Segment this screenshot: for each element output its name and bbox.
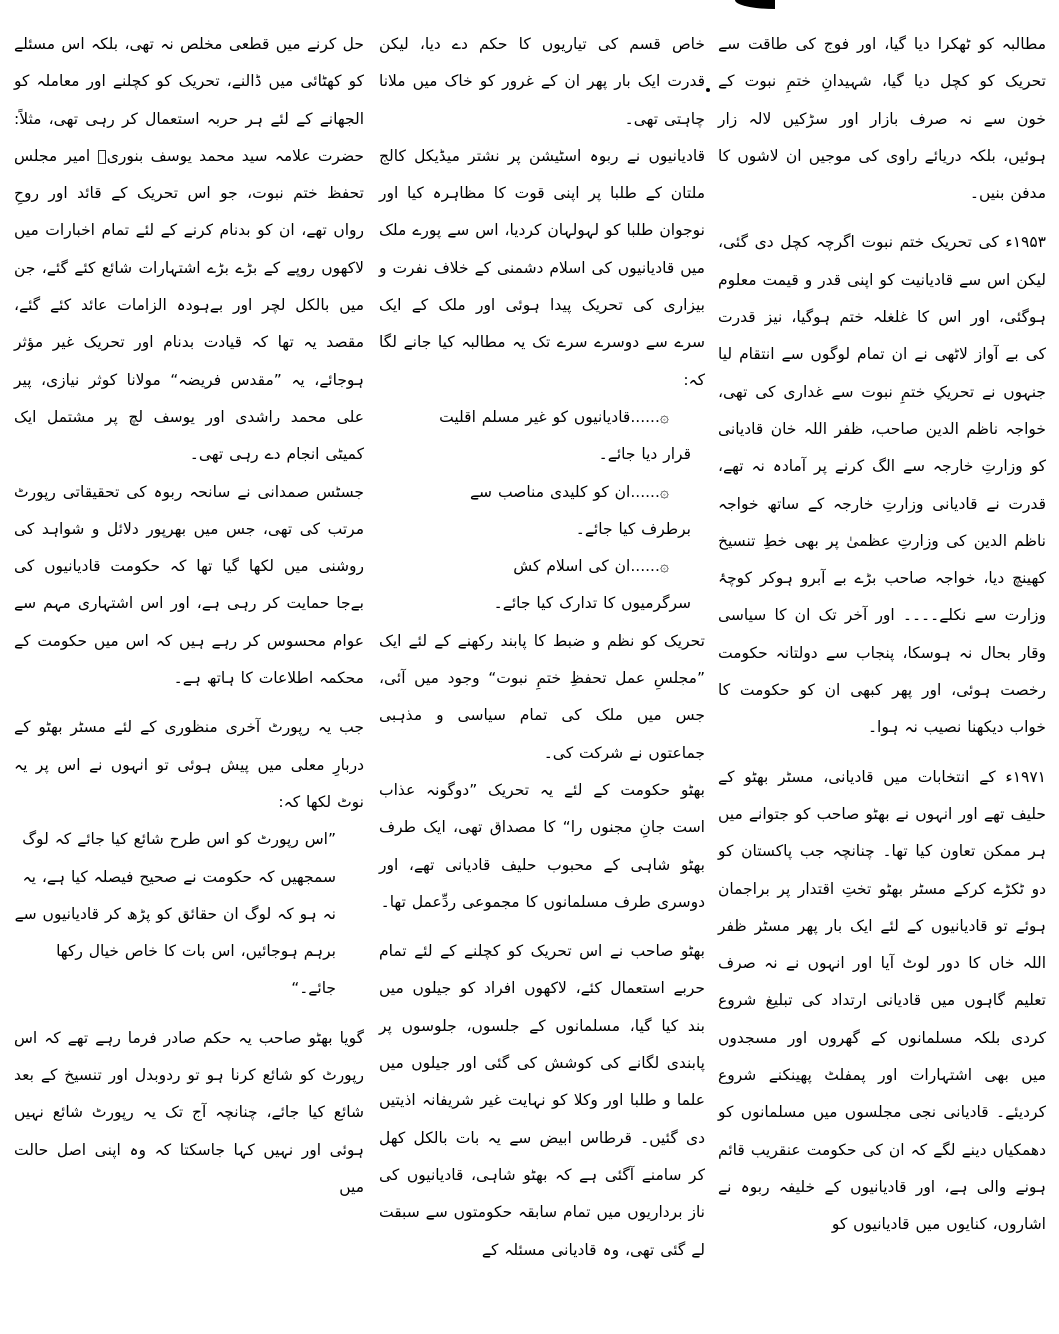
paragraph: بھٹو صاحب نے اس تحریک کو کچلنے کے لئے تمام حربے استعمال کئے، لاکھوں افراد کو جیلوں میں بند کیا گیا، مسلمانوں کے جلسوں، جلوسوں پر پابندی لگانے کی کوشش کی گئی اور جیلوں میں علما و طلبا اور وکلا کو نہایت غیر شریفانہ اذیتیں دی گئیں۔ قرطاس ابیض سے یہ بات بالکل کھل کر سامنے آگئی ہے کہ بھٹو شاہی، قادیانیوں کی ناز برداریوں میں تمام سابقہ حکومتوں سے سبقت لے گئی تھی، وہ قادیانی مسئلہ کے [379, 942, 705, 1259]
demand-item-continuation: برطرف کیا جائے۔ [575, 519, 691, 538]
paragraph: تحریک کو نظم و ضبط کا پابند رکھنے کے لئے ایک ”مجلسِ عمل تحفظِ ختمِ نبوت“ وجود میں آئی، جس میں ملک کی تمام سیاسی و مذہبی جماعتوں نے شرکت کی۔ [379, 631, 705, 762]
demand-item: ۞......قادیانیوں کو غیر مسلم اقلیت [439, 407, 669, 426]
paragraph: قادیانیوں نے ربوہ اسٹیشن پر نشتر میڈیکل کالج ملتان کے طلبا پر اپنی قوت کا مظاہرہ کیا اور نوجوان طلبا کو لہولہان کردیا، اس سے پورے ملک میں قادیانیوں کی اسلام دشمنی کے خلاف نفرت و بیزاری کی تحریک پیدا ہوئی اور ملک کے ایک سرے سے دوسرے سرے تک یہ مطالبہ کیا جانے لگا کہ: [379, 146, 705, 389]
paragraph: ۱۹۷۱ء کے انتخابات میں قادیانی، مسٹر بھٹو کے حلیف تھے اور انہوں نے بھٹو صاحب کو جتوانے میں ہر ممکن تعاون کیا تھا۔ چنانچہ جب پاکستان کو دو ٹکڑے کرکے مسٹر بھٹو تختِ اقتدار پر براجمان ہوئے تو قادیانیوں کے لئے ایک بار پھر مسٹر ظفر اللہ خاں کا دور لوٹ آیا اور انہوں نے نہ صرف تعلیم گاہوں میں قادیانی ارتداد کی تبلیغ شروع کردی بلکہ مسلمانوں کے گھروں اور مسجدوں میں بھی اشتہارات اور پمفلٹ پھینکنے شروع کردیئے۔ قادیانی نجی مجلسوں میں مسلمانوں کو دھمکیاں دینے لگے کہ ان کی حکومت عنقریب قائم ہونے والی ہے، اور قادیانیوں کے خلیفہ ربوہ نے اشاروں، کنایوں میں قادیانیوں کو [718, 767, 1046, 1234]
column-right [718, 26, 1046, 1244]
paragraph: خاص قسم کی تیاریوں کا حکم دے دیا، لیکن قدرت ایک بار پھر ان کے غرور کو خاک میں ملانا چاہتی تھی۔ [379, 35, 705, 128]
demand-item: ۞......ان کو کلیدی مناصب سے [469, 482, 669, 501]
demand-item-continuation: سرگرمیوں کا تدارک کیا جائے۔ [493, 594, 691, 613]
paragraph: مطالبہ کو ٹھکرا دیا گیا، اور فوج کی طاقت سے تحریک کو کچل دیا گیا، شہیدانِ ختمِ نبوت کے خون سے نہ صرف بازار اور سڑکیں لالہ زار ہوئیں، بلکہ دریائے راوی کی موجیں ان لاشوں کا مدفن بنیں۔ [718, 35, 1046, 203]
demand-item-continuation: قرار دیا جائے۔ [598, 445, 691, 464]
column-middle [379, 26, 705, 1269]
paragraph: بھٹو حکومت کے لئے یہ تحریک ”دوگونہ عذاب است جانِ مجنوں را“ کا مصداق تھی، ایک طرف بھٹو شاہی کے محبوب حلیف قادیانی تھے، اور دوسری طرف مسلمانوں کا مجموعی ردِّعمل تھا۔ [379, 780, 705, 911]
paragraph: جسٹس صمدانی نے سانحہ ربوہ کی تحقیقاتی رپورٹ مرتب کی تھی، جس میں بھرپور دلائل و شواہد کی روشنی میں لکھا گیا تھا کہ حکومت قادیانیوں کی بےجا حمایت کر رہی ہے، اور اس اشتہاری مہم سے عوام محسوس کر رہے ہیں کہ اس میں حکومت کے محکمہ اطلاعات کا ہاتھ ہے۔ [14, 482, 364, 688]
top-decorative-mark [735, 0, 775, 9]
stray-dot [706, 88, 710, 92]
paragraph: حل کرنے میں قطعی مخلص نہ تھی، بلکہ اس مسئلے کو کھٹائی میں ڈالنے، تحریک کو کچلنے اور معاملہ کو الجھانے کے لئے ہر حربہ استعمال کر رہی تھی، مثلاً: حضرت علامہ سید محمد یوسف بنوریؒ امیر مجلس تحفظ ختم نبوت، جو اس تحریک کے قائد اور روحِ رواں تھے، ان کو بدنام کرنے کے لئے تمام اخبارات میں لاکھوں روپے کے بڑے بڑے اشتہارات شائع کئے گئے، جن میں بالکل لچر اور بےہودہ الزامات عائد کئے گئے، مقصد یہ تھا کہ قیادت بدنام اور تحریک غیر مؤثر ہوجائے، یہ ”مقدس فریضہ“ مولانا کوثر نیازی، پیر علی محمد راشدی اور یوسف لچ پر مشتمل ایک کمیٹی انجام دے رہی تھی۔ [14, 35, 364, 464]
block-quote: ”اس رپورٹ کو اس طرح شائع کیا جائے کہ لوگ سمجھیں کہ حکومت نے صحیح فیصلہ کیا ہے، یہ نہ ہو کہ لوگ ان حقائق کو پڑھ کر قادیانیوں سے برہم ہوجائیں، اس بات کا خاص خیال رکھا جائے۔“ [14, 830, 336, 998]
column-left [14, 26, 364, 1206]
paragraph: جب یہ رپورٹ آخری منظوری کے لئے مسٹر بھٹو کے دربارِ معلی میں پیش ہوئی تو انہوں نے اس پر یہ نوٹ لکھا کہ: [14, 718, 364, 811]
paragraph: گویا بھٹو صاحب یہ حکم صادر فرما رہے تھے کہ اس رپورٹ کو شائع کرنا ہو تو ردوبدل اور تنسیخ کے بعد شائع کیا جائے، چنانچہ آج تک یہ رپورٹ شائع نہیں ہوئی اور نہیں کہا جاسکتا کہ وہ اپنی اصل حالت میں [14, 1028, 364, 1196]
demand-item: ۞......ان کی اسلام کش [513, 557, 669, 576]
paragraph: ۱۹۵۳ء کی تحریک ختم نبوت اگرچہ کچل دی گئی، لیکن اس سے قادیانیت کو اپنی قدر و قیمت معلوم ہوگئی، اور اس کا غلغلہ ختم ہوگیا، نیز قدرت کی بے آواز لاٹھی نے ان تمام لوگوں سے انتقام لیا جنہوں نے تحریکِ ختمِ نبوت سے غداری کی تھی، خواجہ ناظم الدین صاحب، ظفر اللہ خان قادیانی کو وزارتِ خارجہ سے الگ کرنے پر آمادہ نہ تھے، قدرت نے قادیانی وزارتِ خارجہ کے ساتھ خواجہ ناظم الدین کی وزارتِ عظمیٰ پر بھی خطِ تنسیخ کھینچ دیا، خواجہ صاحب بڑے بے آبرو ہوکر کوچۂ وزارت سے نکلے۔۔۔۔ اور آخر تک ان کا سیاسی وقار بحال نہ ہوسکا، پنجاب سے دولتانہ حکومت رخصت ہوئی، اور پھر کبھی ان کو حکومت کا خواب دیکھنا نصیب نہ ہوا۔ [718, 233, 1046, 737]
